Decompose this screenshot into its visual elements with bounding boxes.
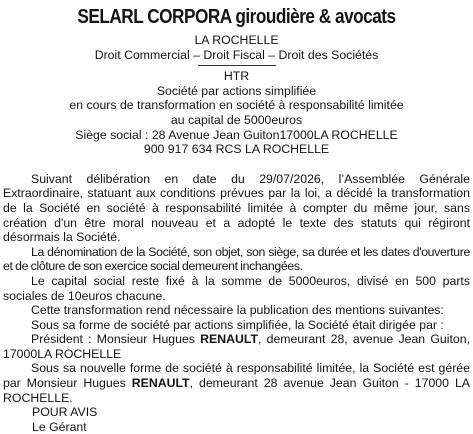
paragraph-capital: Le capital social reste fixé à la somme de 5000euros, divisé en 500 parts sociales de 10euros chacune. bbox=[3, 273, 470, 303]
manager-prefix: Sous sa nouvelle forme de société à responsabilité limitée, la Société est gérée par Monsieur Hugues bbox=[3, 361, 470, 391]
manager-address: , demeurant 28 avenue Jean Guiton - 17000 LA ROCHELLE. bbox=[3, 376, 470, 405]
paragraph-president bbox=[3, 332, 470, 361]
firm-name: SELARL CORPORA giroudière & avocats bbox=[77, 5, 396, 28]
president-surname: RENAULT bbox=[200, 332, 258, 347]
paragraph-publication: Cette transformation rend nécessaire la publication des mentions suivantes: bbox=[31, 303, 444, 318]
company-transformation: en cours de transformation en société à responsabilité limitée bbox=[69, 98, 404, 113]
notice-for-record: POUR AVIS bbox=[32, 405, 98, 420]
company-rcs: 900 917 634 RCS LA ROCHELLE bbox=[143, 142, 330, 157]
signature: Le Gérant bbox=[32, 419, 87, 434]
separator-rule bbox=[198, 65, 276, 66]
president-prefix: Président : Monsieur Hugues bbox=[31, 332, 201, 347]
firm-specialties: Droit Commercial – Droit Fiscal – Droit des Sociétés bbox=[94, 47, 379, 62]
manager-surname: RENAULT bbox=[131, 376, 190, 391]
firm-city: LA ROCHELLE bbox=[194, 33, 279, 47]
company-seat: Siège social : 28 Avenue Jean Guiton17000LA ROCHELLE bbox=[75, 127, 398, 142]
paragraph-unchanged-items: La dénomination de la Société, son objet, son siège, sa durée et les dates d'ouverture et de clôture de son exercice social demeurent inchangées. bbox=[3, 244, 470, 274]
spacer bbox=[2, 157, 471, 172]
company-name: HTR bbox=[223, 69, 250, 84]
paragraph-deliberation: Suivant délibération en date du 29/07/2026, l’Assemblée Générale Extraordinaire, statuant aux conditions prévues par la loi, a décidé la transformation de la Société en société à responsabilité limitée à compter du même jour, sans création d'un être moral nouveau et a adopté le texte des statuts qui régiront désormais la Société. bbox=[3, 171, 470, 245]
paragraph-new-management bbox=[3, 361, 470, 405]
notice-body bbox=[2, 172, 471, 406]
company-form: Société par actions simplifiée bbox=[156, 83, 317, 98]
president-address: , demeurant 28, avenue Jean Guiton, 17000LA ROCHELLE bbox=[3, 332, 470, 361]
company-capital: au capital de 5000euros bbox=[170, 112, 303, 127]
paragraph-former-management: Sous sa forme de société par actions simplifiée, la Société était dirigée par : bbox=[31, 317, 444, 332]
